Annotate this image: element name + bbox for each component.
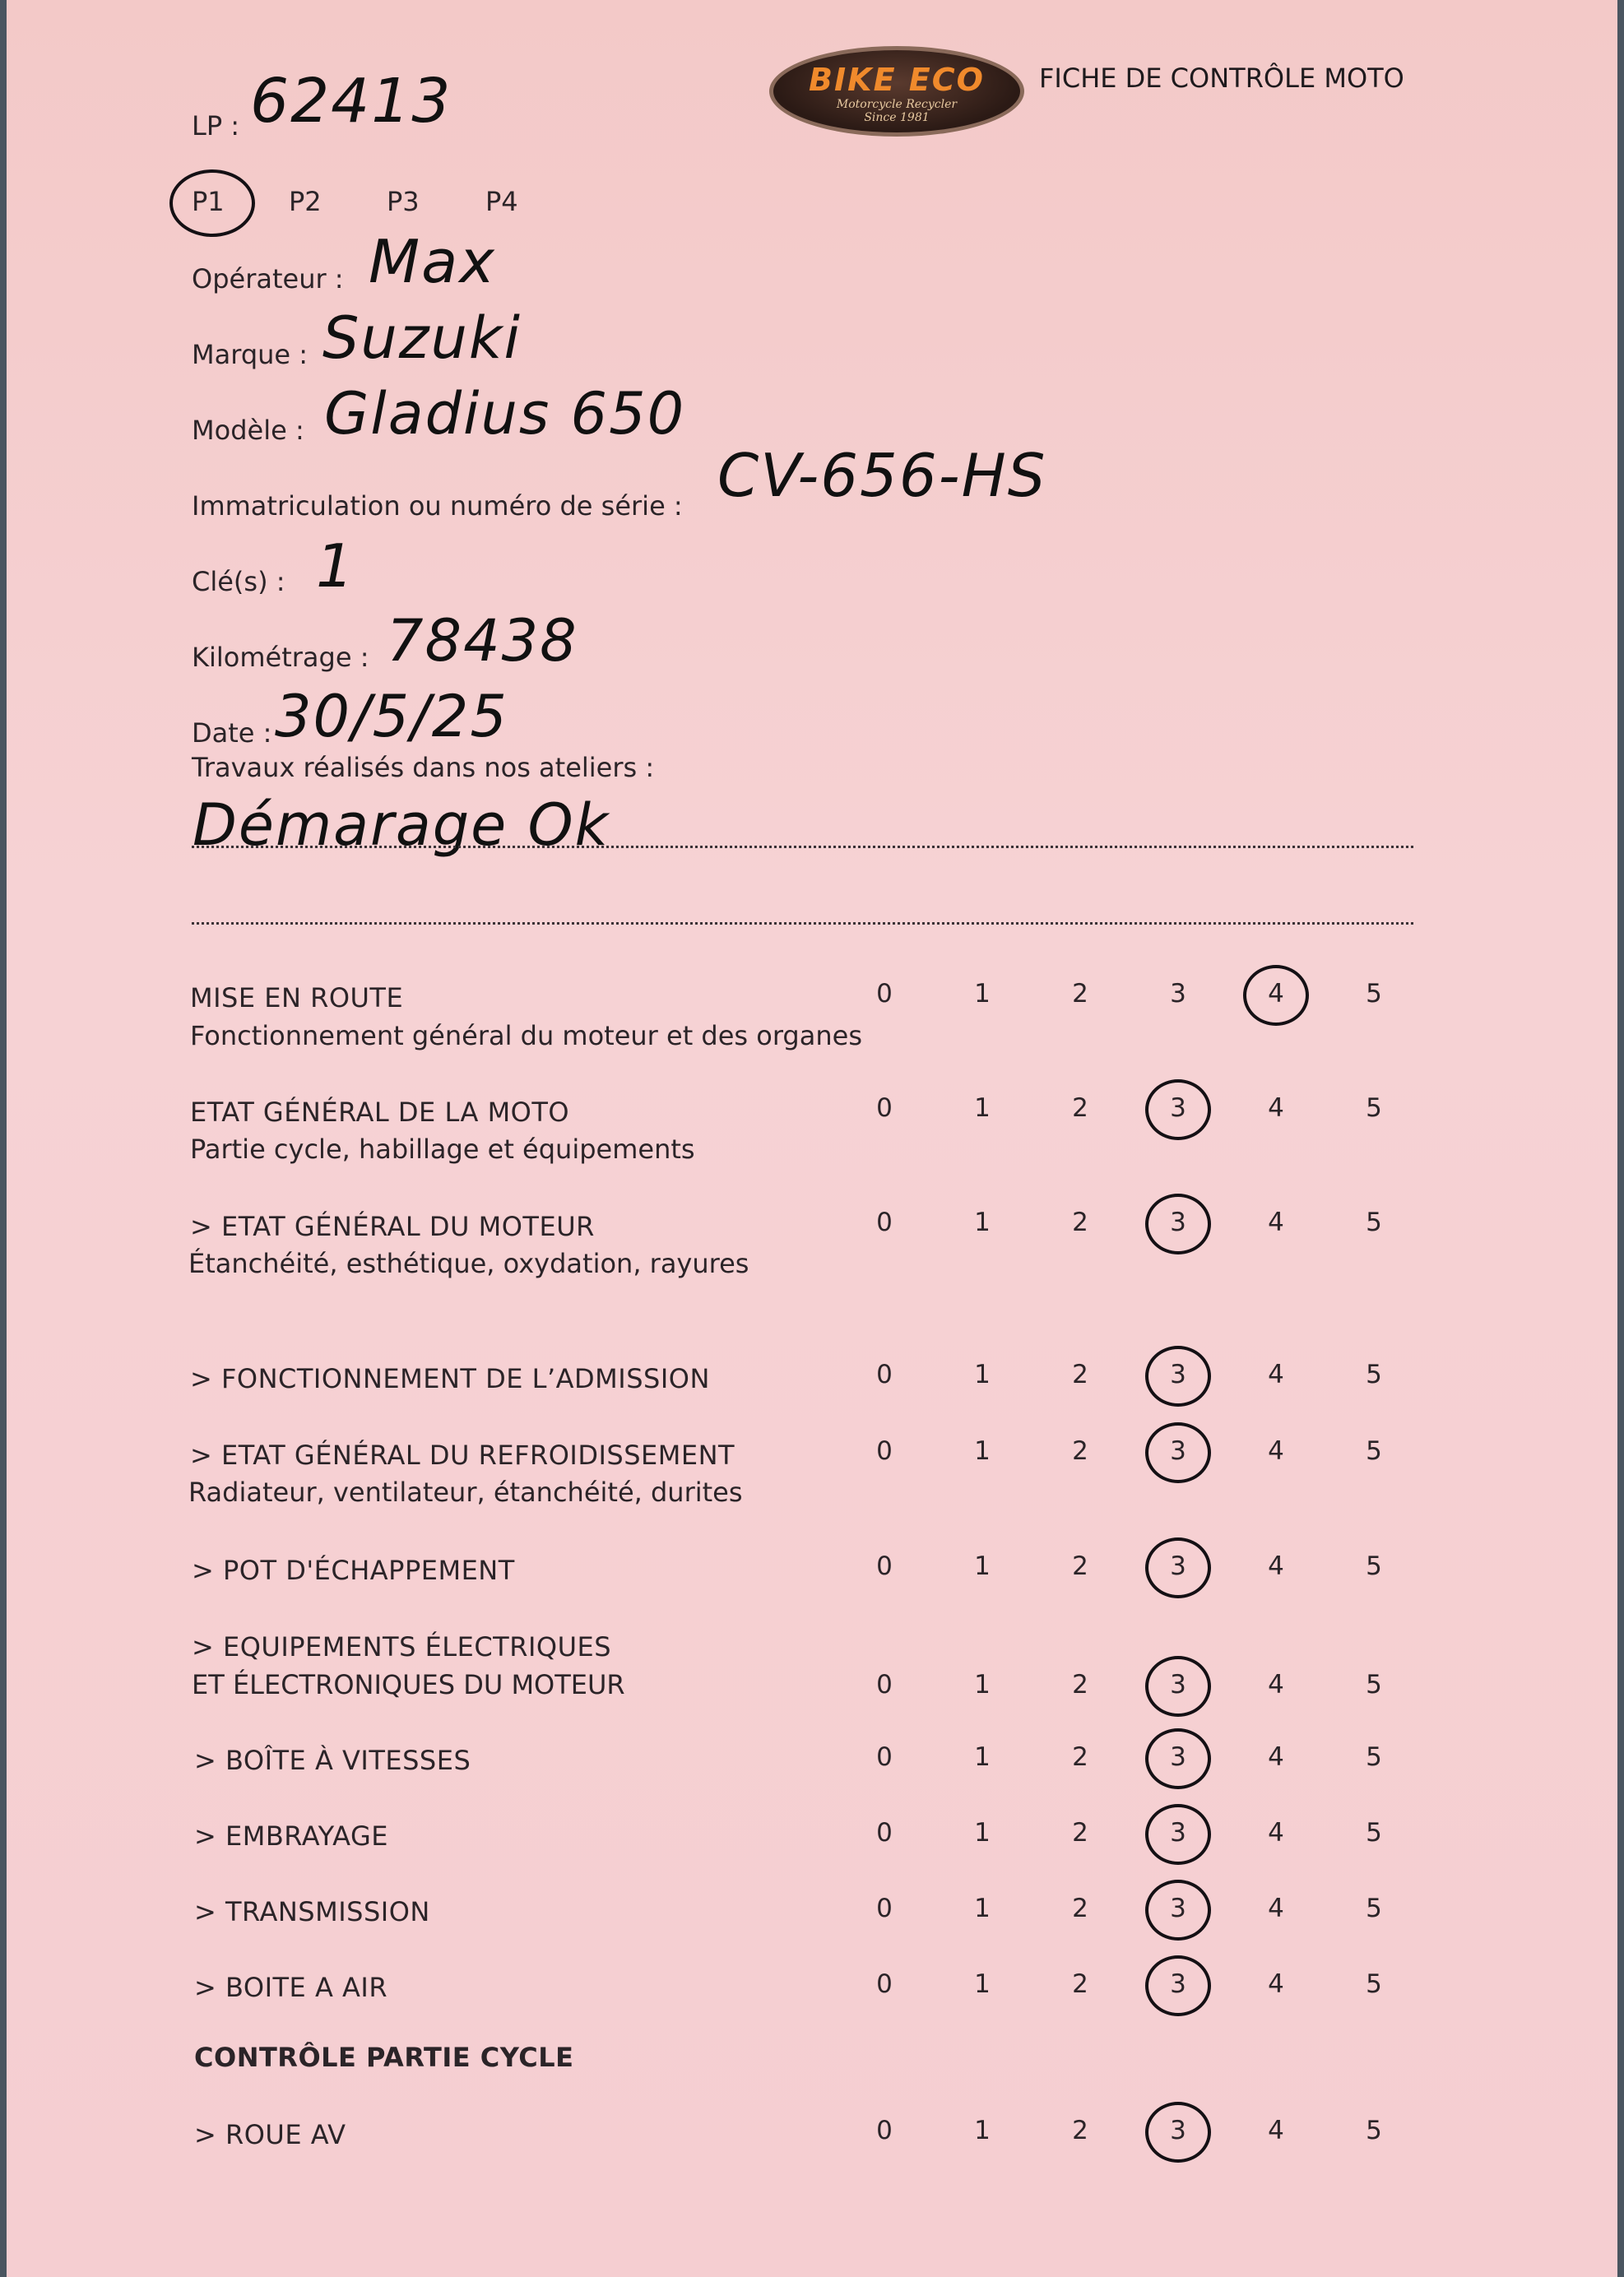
cycle-row-1-score-3[interactable]: 3 bbox=[1170, 2116, 1186, 2145]
rating-row-7-score-0[interactable]: 0 bbox=[876, 1670, 893, 1700]
rating-row-6-score-5[interactable]: 5 bbox=[1366, 1551, 1382, 1581]
rating-row-6-score-3[interactable]: 3 bbox=[1170, 1551, 1186, 1581]
rating-row-2-score-5[interactable]: 5 bbox=[1366, 1093, 1382, 1123]
rating-row-5-title: > ETAT GÉNÉRAL DU REFROIDISSEMENT bbox=[190, 1440, 735, 1471]
rating-row-11-title: > BOITE A AIR bbox=[194, 1972, 388, 2003]
rating-row-8-score-1[interactable]: 1 bbox=[974, 1742, 991, 1772]
rating-row-4-selected-rating-circle bbox=[1145, 1346, 1211, 1407]
rating-row-4-score-5[interactable]: 5 bbox=[1366, 1360, 1382, 1389]
rating-row-3-score-0[interactable]: 0 bbox=[876, 1208, 893, 1237]
rating-row-3-title: > ETAT GÉNÉRAL DU MOTEUR bbox=[190, 1211, 595, 1242]
rating-row-3-score-5[interactable]: 5 bbox=[1366, 1208, 1382, 1237]
rating-row-7-score-2[interactable]: 2 bbox=[1072, 1670, 1088, 1700]
cycle-row-1-title: > ROUE AV bbox=[194, 2119, 346, 2150]
rating-row-7-selected-rating-circle bbox=[1145, 1656, 1211, 1717]
cycle-row-1-score-4[interactable]: 4 bbox=[1268, 2116, 1284, 2145]
brand-label: Marque : bbox=[192, 339, 309, 370]
rating-row-11-score-3[interactable]: 3 bbox=[1170, 1969, 1186, 1999]
control-sheet bbox=[7, 0, 1617, 2277]
selected-position-circle bbox=[169, 169, 255, 237]
rating-row-8-score-4[interactable]: 4 bbox=[1268, 1742, 1284, 1772]
rating-row-1-score-1[interactable]: 1 bbox=[974, 979, 991, 1009]
keys-label: Clé(s) : bbox=[192, 566, 285, 597]
rating-row-7-subtitle: ET ÉLECTRONIQUES DU MOTEUR bbox=[192, 1669, 625, 1700]
rating-row-2-score-4[interactable]: 4 bbox=[1268, 1093, 1284, 1123]
rating-row-11-selected-rating-circle bbox=[1145, 1955, 1211, 2016]
rating-row-8-score-2[interactable]: 2 bbox=[1072, 1742, 1088, 1772]
rating-row-2-selected-rating-circle bbox=[1145, 1079, 1211, 1140]
rating-row-11-score-1[interactable]: 1 bbox=[974, 1969, 991, 1999]
rating-row-7-score-5[interactable]: 5 bbox=[1366, 1670, 1382, 1700]
rating-row-7-title: > EQUIPEMENTS ÉLECTRIQUES bbox=[192, 1631, 612, 1663]
model-value[interactable]: Gladius 650 bbox=[324, 380, 686, 448]
position-p4[interactable]: P4 bbox=[485, 186, 518, 217]
rating-row-2-title: ETAT GÉNÉRAL DE LA MOTO bbox=[190, 1097, 570, 1128]
rating-row-1-score-2[interactable]: 2 bbox=[1072, 979, 1088, 1009]
position-p1[interactable]: P1 bbox=[192, 186, 225, 217]
rating-row-3-subtitle: Étanchéité, esthétique, oxydation, rayures bbox=[188, 1248, 749, 1279]
date-label: Date : bbox=[192, 717, 272, 749]
rating-row-4-score-4[interactable]: 4 bbox=[1268, 1360, 1284, 1389]
rating-row-3-score-1[interactable]: 1 bbox=[974, 1208, 991, 1237]
works-line-2 bbox=[192, 922, 1413, 925]
keys-value[interactable]: 1 bbox=[316, 531, 355, 601]
brand-value[interactable]: Suzuki bbox=[322, 304, 522, 372]
rating-row-3-score-3[interactable]: 3 bbox=[1170, 1208, 1186, 1237]
rating-row-8-score-3[interactable]: 3 bbox=[1170, 1742, 1186, 1772]
rating-row-3-score-2[interactable]: 2 bbox=[1072, 1208, 1088, 1237]
rating-row-5-subtitle: Radiateur, ventilateur, étanchéité, durites bbox=[188, 1477, 743, 1508]
rating-row-1-subtitle: Fonctionnement général du moteur et des organes bbox=[190, 1020, 862, 1051]
registration-label: Immatriculation ou numéro de série : bbox=[192, 490, 683, 522]
rating-row-8-score-5[interactable]: 5 bbox=[1366, 1742, 1382, 1772]
rating-row-8-title: > BOÎTE À VITESSES bbox=[194, 1745, 471, 1776]
rating-row-9-score-1[interactable]: 1 bbox=[974, 1818, 991, 1848]
rating-row-4-score-1[interactable]: 1 bbox=[974, 1360, 991, 1389]
rating-row-7-score-3[interactable]: 3 bbox=[1170, 1670, 1186, 1700]
lp-label: LP : bbox=[192, 110, 240, 141]
rating-row-7-score-1[interactable]: 1 bbox=[974, 1670, 991, 1700]
rating-row-1-selected-rating-circle bbox=[1243, 965, 1309, 1026]
rating-row-4-score-2[interactable]: 2 bbox=[1072, 1360, 1088, 1389]
operator-label: Opérateur : bbox=[192, 263, 344, 294]
rating-row-9-score-4[interactable]: 4 bbox=[1268, 1818, 1284, 1848]
rating-row-1-score-4[interactable]: 4 bbox=[1268, 979, 1284, 1009]
date-value[interactable]: 30/5/25 bbox=[275, 683, 508, 750]
page-title: FICHE DE CONTRÔLE MOTO bbox=[1039, 63, 1404, 94]
rating-row-2-score-3[interactable]: 3 bbox=[1170, 1093, 1186, 1123]
position-p3[interactable]: P3 bbox=[387, 186, 420, 217]
rating-row-9-score-5[interactable]: 5 bbox=[1366, 1818, 1382, 1848]
rating-row-1-title: MISE EN ROUTE bbox=[190, 982, 404, 1013]
rating-row-5-score-2[interactable]: 2 bbox=[1072, 1436, 1088, 1466]
rating-row-9-score-0[interactable]: 0 bbox=[876, 1818, 893, 1848]
logo-since-text: Since 1981 bbox=[864, 111, 930, 124]
rating-row-5-score-5[interactable]: 5 bbox=[1366, 1436, 1382, 1466]
bike-eco-logo bbox=[769, 46, 1024, 137]
rating-row-11-score-2[interactable]: 2 bbox=[1072, 1969, 1088, 1999]
model-label: Modèle : bbox=[192, 415, 304, 446]
rating-row-10-title: > TRANSMISSION bbox=[194, 1896, 430, 1927]
works-value[interactable]: Démarage Ok bbox=[193, 791, 610, 859]
rating-row-4-score-0[interactable]: 0 bbox=[876, 1360, 893, 1389]
cycle-row-1-score-5[interactable]: 5 bbox=[1366, 2116, 1382, 2145]
position-p2[interactable]: P2 bbox=[289, 186, 322, 217]
rating-row-5-selected-rating-circle bbox=[1145, 1422, 1211, 1483]
rating-row-7-score-4[interactable]: 4 bbox=[1268, 1670, 1284, 1700]
rating-row-10-score-0[interactable]: 0 bbox=[876, 1894, 893, 1923]
cycle-row-1-score-2[interactable]: 2 bbox=[1072, 2116, 1088, 2145]
rating-row-6-score-1[interactable]: 1 bbox=[974, 1551, 991, 1581]
works-line-1 bbox=[192, 846, 1413, 848]
rating-row-4-title: > FONCTIONNEMENT DE L’ADMISSION bbox=[190, 1363, 710, 1394]
rating-row-9-title: > EMBRAYAGE bbox=[194, 1820, 389, 1852]
rating-row-8-selected-rating-circle bbox=[1145, 1728, 1211, 1789]
cycle-row-1-score-0[interactable]: 0 bbox=[876, 2116, 893, 2145]
works-label: Travaux réalisés dans nos ateliers : bbox=[192, 752, 655, 783]
rating-row-10-score-4[interactable]: 4 bbox=[1268, 1894, 1284, 1923]
rating-row-3-score-4[interactable]: 4 bbox=[1268, 1208, 1284, 1237]
logo-main-text: BIKE ECO bbox=[809, 62, 985, 98]
operator-value[interactable]: Max bbox=[369, 227, 496, 296]
rating-row-11-score-4[interactable]: 4 bbox=[1268, 1969, 1284, 1999]
rating-row-10-selected-rating-circle bbox=[1145, 1880, 1211, 1941]
rating-row-10-score-1[interactable]: 1 bbox=[974, 1894, 991, 1923]
logo-sub-text: Motorcycle Recycler bbox=[836, 98, 958, 111]
rating-row-10-score-3[interactable]: 3 bbox=[1170, 1894, 1186, 1923]
rating-row-1-score-3[interactable]: 3 bbox=[1170, 979, 1186, 1009]
rating-row-8-score-0[interactable]: 0 bbox=[876, 1742, 893, 1772]
rating-row-10-score-5[interactable]: 5 bbox=[1366, 1894, 1382, 1923]
rating-row-6-score-0[interactable]: 0 bbox=[876, 1551, 893, 1581]
rating-row-6-title: > POT D'ÉCHAPPEMENT bbox=[192, 1555, 515, 1586]
rating-row-5-score-1[interactable]: 1 bbox=[974, 1436, 991, 1466]
rating-row-10-score-2[interactable]: 2 bbox=[1072, 1894, 1088, 1923]
rating-row-2-score-0[interactable]: 0 bbox=[876, 1093, 893, 1123]
rating-row-9-selected-rating-circle bbox=[1145, 1804, 1211, 1865]
cycle-row-1-selected-rating-circle bbox=[1145, 2102, 1211, 2163]
rating-row-2-score-2[interactable]: 2 bbox=[1072, 1093, 1088, 1123]
rating-row-6-score-4[interactable]: 4 bbox=[1268, 1551, 1284, 1581]
rating-row-6-score-2[interactable]: 2 bbox=[1072, 1551, 1088, 1581]
rating-row-6-selected-rating-circle bbox=[1145, 1537, 1211, 1598]
rating-row-9-score-2[interactable]: 2 bbox=[1072, 1818, 1088, 1848]
registration-value[interactable]: CV-656-HS bbox=[717, 441, 1047, 510]
cycle-row-1-score-1[interactable]: 1 bbox=[974, 2116, 991, 2145]
rating-row-2-score-1[interactable]: 1 bbox=[974, 1093, 991, 1123]
rating-row-5-score-3[interactable]: 3 bbox=[1170, 1436, 1186, 1466]
rating-row-1-score-5[interactable]: 5 bbox=[1366, 979, 1382, 1009]
mileage-value[interactable]: 78438 bbox=[387, 607, 578, 675]
rating-row-3-selected-rating-circle bbox=[1145, 1194, 1211, 1254]
rating-row-11-score-0[interactable]: 0 bbox=[876, 1969, 893, 1999]
rating-row-9-score-3[interactable]: 3 bbox=[1170, 1818, 1186, 1848]
lp-value[interactable]: 62413 bbox=[250, 66, 452, 137]
rating-row-5-score-4[interactable]: 4 bbox=[1268, 1436, 1284, 1466]
rating-row-11-score-5[interactable]: 5 bbox=[1366, 1969, 1382, 1999]
rating-row-4-score-3[interactable]: 3 bbox=[1170, 1360, 1186, 1389]
rating-row-2-subtitle: Partie cycle, habillage et équipements bbox=[190, 1134, 695, 1165]
rating-row-5-score-0[interactable]: 0 bbox=[876, 1436, 893, 1466]
rating-row-1-score-0[interactable]: 0 bbox=[876, 979, 893, 1009]
mileage-label: Kilométrage : bbox=[192, 642, 369, 673]
section-cycle-title: CONTRÔLE PARTIE CYCLE bbox=[194, 2042, 574, 2073]
